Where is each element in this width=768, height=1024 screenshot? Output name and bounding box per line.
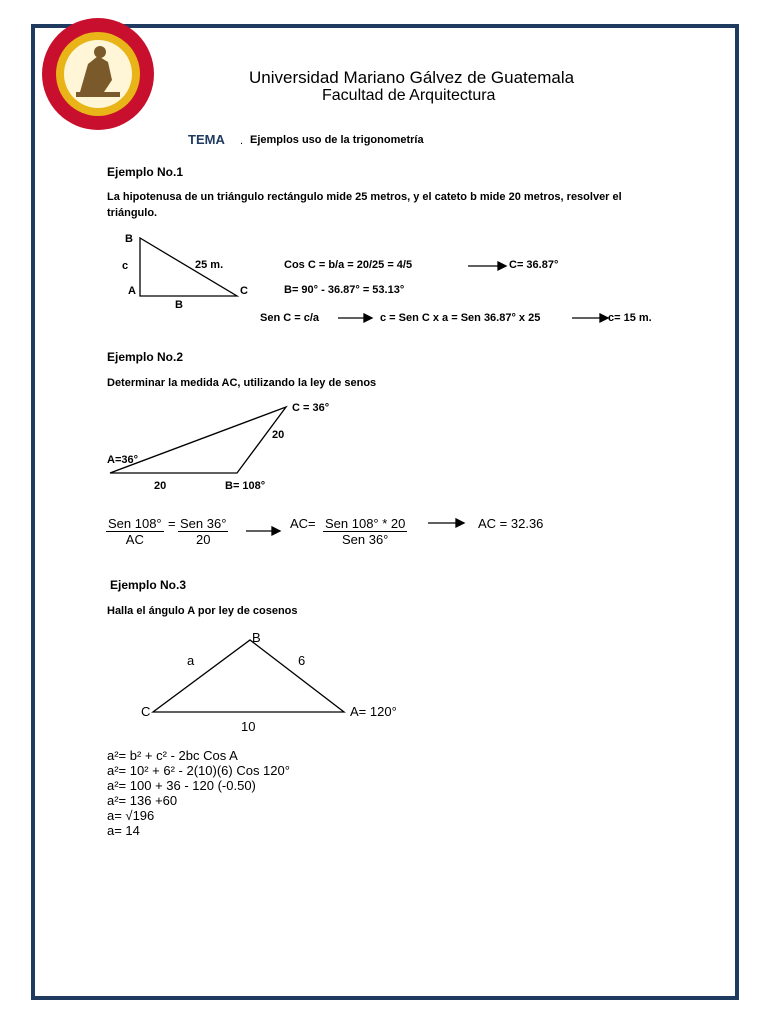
ex1-eq2: B= 90° - 36.87° = 53.13°	[284, 284, 405, 296]
ex2-f3-denominator: Sen 36°	[341, 532, 389, 547]
ex3-triangle	[153, 640, 344, 712]
ex1-heading: Ejemplo No.1	[107, 165, 184, 179]
ex1-eq3-a: Sen C = c/a	[260, 312, 320, 324]
ex3-step-3: a²= 100 + 36 - 120 (-0.50)	[107, 778, 256, 793]
ex1-statement-line1: La hipotenusa de un triángulo rectángulo mide 25 metros, y el cateto b mide 20 metros, resolver el	[107, 191, 622, 203]
ex3-step-2: a²= 10² + 6² - 2(10)(6) Cos 120°	[107, 763, 290, 778]
ex2-fraction-1	[106, 516, 164, 547]
ex2-f2-denominator: 20	[195, 532, 211, 547]
ex2-side-bc: 20	[272, 429, 285, 441]
ex3-side-six: 6	[298, 653, 306, 668]
ex2-f1-denominator: AC	[125, 532, 144, 547]
ex1-vertex-c: C	[240, 285, 248, 297]
ex3-vertex-a: A= 120°	[350, 704, 397, 719]
ex2-fraction-2	[178, 516, 228, 547]
ex2-f2-numerator: Sen 36°	[180, 516, 227, 531]
ex1-side-c: c	[122, 260, 129, 272]
ex3-step-5: a= √196	[107, 808, 155, 823]
ex2-result: AC = 32.36	[478, 516, 544, 531]
ex3-side-a: a	[187, 653, 195, 668]
ex3-step-1: a²= b² + c² - 2bc Cos A	[107, 748, 238, 763]
ex2-vertex-c: C = 36°	[292, 402, 330, 414]
topic-text: Ejemplos uso de la trigonometría	[250, 134, 424, 146]
ex3-step-6: a= 14	[107, 823, 140, 838]
university-name: Universidad Mariano Gálvez de Guatemala	[249, 68, 575, 87]
topic-label: TEMA	[188, 132, 225, 147]
ex2-vertex-b: B= 108°	[225, 480, 266, 492]
ex1-vertex-b: B	[125, 233, 133, 245]
ex1-eq1-result: C= 36.87°	[509, 259, 559, 271]
ex3-step-4: a²= 136 +60	[107, 793, 178, 808]
university-seal-icon	[42, 18, 154, 130]
ex3-heading: Ejemplo No.3	[110, 578, 187, 592]
faculty-name: Facultad de Arquitectura	[322, 87, 496, 104]
ex3-statement: Halla el ángulo A por ley de cosenos	[107, 605, 298, 617]
ex2-heading: Ejemplo No.2	[107, 350, 184, 364]
ex2-side-ab: 20	[154, 480, 167, 492]
ex2-equals: =	[168, 516, 176, 531]
ex1-hypotenuse: 25 m.	[195, 259, 224, 271]
ex3-vertex-b: B	[252, 630, 261, 645]
ex2-ac-label: AC=	[290, 516, 316, 531]
ex2-fraction-3	[323, 516, 407, 547]
ex1-statement-line2: triángulo.	[107, 207, 158, 219]
ex2-f3-numerator: Sen 108° * 20	[325, 516, 406, 531]
ex3-vertex-c: C	[141, 704, 151, 719]
ex1-eq3-result: c= 15 m.	[608, 312, 652, 324]
ex1-side-b: B	[175, 299, 183, 311]
ex1-eq1: Cos C = b/a = 20/25 = 4/5	[284, 259, 413, 271]
ex3-side-ten: 10	[241, 719, 256, 734]
ex1-vertex-a: A	[128, 285, 136, 297]
topic-separator: .	[240, 135, 244, 147]
ex2-f1-numerator: Sen 108°	[108, 516, 162, 531]
ex1-eq3-b: c = Sen C x a = Sen 36.87° x 25	[380, 312, 541, 324]
ex2-vertex-a: A=36°	[107, 454, 139, 466]
ex2-statement: Determinar la medida AC, utilizando la ley de senos	[107, 377, 377, 389]
